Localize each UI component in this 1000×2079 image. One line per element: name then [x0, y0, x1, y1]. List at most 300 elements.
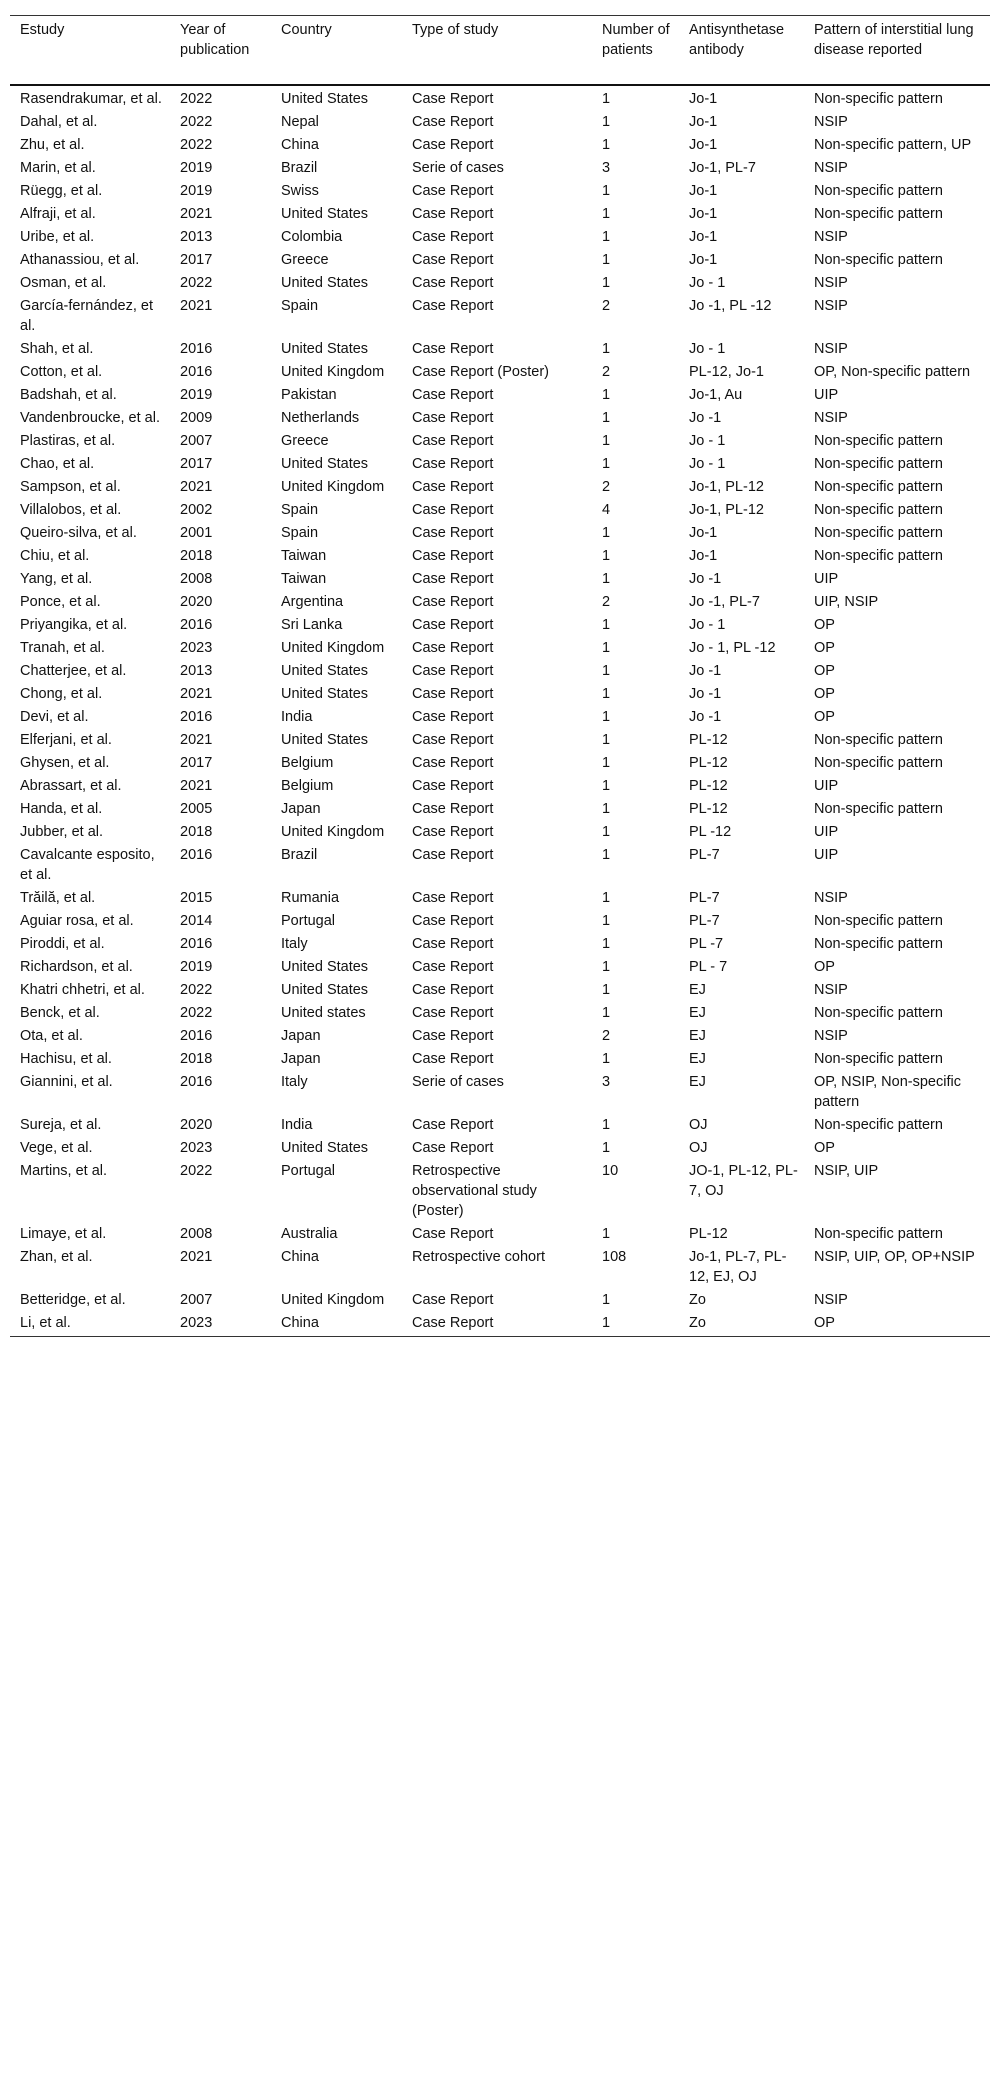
cell-antibody: PL-12: [689, 800, 728, 817]
cell-pattern: Non-specific pattern: [814, 1004, 943, 1021]
cell-pattern: OP: [814, 958, 835, 975]
cell-pattern: Non-specific pattern: [814, 731, 943, 748]
table-row: [10, 181, 990, 204]
header-cell-patients: Number of patients: [602, 22, 670, 58]
cell-type: Case Report: [412, 1004, 494, 1021]
cell-study: Handa, et al.: [20, 800, 103, 817]
cell-country: Rumania: [281, 889, 340, 906]
cell-type: Case Report: [412, 662, 494, 679]
cell-patients: 1: [602, 800, 611, 817]
cell-country: United States: [281, 340, 369, 357]
table-row: [10, 638, 990, 661]
cell-type: Case Report: [412, 754, 494, 771]
table-header: [10, 16, 990, 85]
cell-antibody: Jo-1, PL-12: [689, 501, 764, 518]
cell-year: 2021: [180, 777, 213, 794]
cell-type: Case Report: [412, 639, 494, 656]
cell-study: Rüegg, et al.: [20, 182, 103, 199]
cell-patients: 1: [602, 981, 611, 998]
cell-study: Plastiras, et al.: [20, 432, 116, 449]
cell-pattern: OP: [814, 616, 835, 633]
cell-pattern: NSIP: [814, 1027, 848, 1044]
cell-patients: 1: [602, 182, 611, 199]
cell-patients: 4: [602, 501, 611, 518]
table-row: [10, 523, 990, 546]
cell-study: Yang, et al.: [20, 570, 93, 587]
cell-patients: 1: [602, 846, 611, 863]
cell-type: Case Report: [412, 1027, 494, 1044]
cell-study: García-fernández, et al.: [20, 297, 153, 334]
cell-type: Case Report: [412, 889, 494, 906]
table-row: [10, 500, 990, 523]
cell-pattern: NSIP: [814, 409, 848, 426]
cell-study: Limaye, et al.: [20, 1225, 107, 1242]
cell-country: Sri Lanka: [281, 616, 343, 633]
cell-patients: 1: [602, 889, 611, 906]
header-cell-type: Type of study: [412, 22, 499, 38]
cell-study: Osman, et al.: [20, 274, 107, 291]
cell-type: Case Report: [412, 1139, 494, 1156]
cell-patients: 1: [602, 570, 611, 587]
header-cell-year: Year of publication: [180, 22, 250, 58]
cell-pattern: Non-specific pattern: [814, 251, 943, 268]
cell-type: Case Report: [412, 478, 494, 495]
cell-country: Italy: [281, 1073, 308, 1090]
cell-antibody: Jo-1: [689, 251, 718, 268]
cell-type: Retrospective observational study (Poster): [412, 1162, 537, 1219]
cell-country: Brazil: [281, 846, 318, 863]
cell-type: Case Report: [412, 113, 494, 130]
cell-antibody: Jo-1: [689, 228, 718, 245]
cell-antibody: PL-12: [689, 731, 728, 748]
table-row: [10, 204, 990, 227]
cell-patients: 2: [602, 478, 611, 495]
cell-antibody: Jo-1: [689, 182, 718, 199]
cell-type: Case Report: [412, 90, 494, 107]
cell-type: Case Report: [412, 1291, 494, 1308]
cell-antibody: Jo-1, PL-7, PL-12, EJ, OJ: [689, 1248, 787, 1285]
cell-patients: 1: [602, 386, 611, 403]
cell-pattern: NSIP: [814, 113, 848, 130]
cell-country: Spain: [281, 297, 319, 314]
cell-pattern: NSIP: [814, 297, 848, 314]
cell-study: Jubber, et al.: [20, 823, 104, 840]
cell-year: 2022: [180, 90, 213, 107]
table-row: [10, 753, 990, 776]
cell-pattern: Non-specific pattern, UP: [814, 136, 972, 153]
cell-study: Tranah, et al.: [20, 639, 105, 656]
cell-study: Dahal, et al.: [20, 113, 98, 130]
cell-year: 2016: [180, 935, 213, 952]
cell-study: Chao, et al.: [20, 455, 95, 472]
cell-year: 2013: [180, 662, 213, 679]
cell-antibody: Jo -1, PL -12: [689, 297, 772, 314]
cell-country: India: [281, 708, 313, 725]
cell-study: Vandenbroucke, et al.: [20, 409, 160, 426]
cell-antibody: Jo - 1: [689, 616, 726, 633]
cell-antibody: EJ: [689, 1050, 706, 1067]
cell-year: 2018: [180, 1050, 213, 1067]
table-row: [10, 385, 990, 408]
cell-antibody: Jo -1: [689, 708, 722, 725]
cell-year: 2021: [180, 1248, 213, 1265]
table-row: [10, 661, 990, 684]
table-row: [10, 569, 990, 592]
cell-study: Benck, et al.: [20, 1004, 100, 1021]
cell-antibody: Zo: [689, 1291, 706, 1308]
cell-year: 2021: [180, 478, 213, 495]
cell-pattern: Non-specific pattern: [814, 547, 943, 564]
cell-pattern: OP, Non-specific pattern: [814, 363, 971, 380]
cell-patients: 10: [602, 1162, 619, 1179]
cell-type: Retrospective cohort: [412, 1248, 545, 1265]
table-row: [10, 730, 990, 753]
cell-antibody: EJ: [689, 1004, 706, 1021]
cell-year: 2020: [180, 593, 213, 610]
cell-pattern: Non-specific pattern: [814, 754, 943, 771]
cell-antibody: OJ: [689, 1116, 708, 1133]
cell-antibody: Jo-1: [689, 113, 718, 130]
cell-pattern: NSIP, UIP, OP, OP+NSIP: [814, 1248, 975, 1265]
cell-study: Li, et al.: [20, 1314, 71, 1331]
cell-country: United Kingdom: [281, 823, 385, 840]
table-row: [10, 776, 990, 799]
cell-patients: 1: [602, 639, 611, 656]
cell-study: Ponce, et al.: [20, 593, 101, 610]
cell-year: 2005: [180, 800, 213, 817]
cell-antibody: Jo-1: [689, 136, 718, 153]
cell-country: Swiss: [281, 182, 319, 199]
cell-pattern: Non-specific pattern: [814, 524, 943, 541]
table-row: [10, 1026, 990, 1049]
cell-patients: 1: [602, 1225, 611, 1242]
cell-year: 2016: [180, 846, 213, 863]
cell-pattern: NSIP, UIP: [814, 1162, 879, 1179]
cell-year: 2016: [180, 708, 213, 725]
cell-patients: 1: [602, 1116, 611, 1133]
cell-country: Netherlands: [281, 409, 360, 426]
cell-type: Case Report: [412, 340, 494, 357]
cell-antibody: Jo -1: [689, 570, 722, 587]
header-cell-country: Country: [281, 22, 332, 38]
cell-antibody: Zo: [689, 1314, 706, 1331]
cell-patients: 1: [602, 616, 611, 633]
table-row: [10, 1290, 990, 1313]
cell-patients: 2: [602, 363, 611, 380]
cell-pattern: NSIP: [814, 1291, 848, 1308]
table-body: [10, 85, 990, 1337]
cell-pattern: Non-specific pattern: [814, 501, 943, 518]
cell-country: United States: [281, 958, 369, 975]
header-row: [10, 16, 990, 85]
cell-type: Case Report: [412, 777, 494, 794]
table-row: [10, 822, 990, 845]
cell-antibody: Jo-1: [689, 205, 718, 222]
cell-year: 2009: [180, 409, 213, 426]
cell-pattern: Non-specific pattern: [814, 800, 943, 817]
cell-year: 2019: [180, 182, 213, 199]
table-row: [10, 158, 990, 181]
cell-study: Sampson, et al.: [20, 478, 121, 495]
table-row: [10, 592, 990, 615]
cell-antibody: Jo -1: [689, 662, 722, 679]
table-row: [10, 85, 990, 112]
cell-antibody: Jo-1: [689, 524, 718, 541]
cell-type: Case Report: [412, 547, 494, 564]
cell-year: 2016: [180, 340, 213, 357]
table-row: [10, 934, 990, 957]
cell-antibody: Jo-1: [689, 547, 718, 564]
cell-study: Zhan, et al.: [20, 1248, 93, 1265]
cell-patients: 1: [602, 777, 611, 794]
cell-pattern: OP: [814, 639, 835, 656]
table-row: [10, 888, 990, 911]
cell-patients: 1: [602, 912, 611, 929]
cell-antibody: EJ: [689, 1073, 706, 1090]
cell-patients: 1: [602, 1004, 611, 1021]
table-container: [10, 15, 990, 1337]
table-row: [10, 707, 990, 730]
table-row: [10, 1138, 990, 1161]
cell-year: 2018: [180, 823, 213, 840]
cell-type: Case Report: [412, 1050, 494, 1067]
cell-antibody: Jo - 1: [689, 274, 726, 291]
cell-country: United Kingdom: [281, 363, 385, 380]
cell-country: Belgium: [281, 754, 334, 771]
cell-pattern: OP: [814, 685, 835, 702]
cell-antibody: Jo -1: [689, 409, 722, 426]
table-row: [10, 339, 990, 362]
cell-year: 2002: [180, 501, 213, 518]
cell-study: Giannini, et al.: [20, 1073, 113, 1090]
table-row: [10, 296, 990, 339]
cell-antibody: Jo-1, PL-7: [689, 159, 756, 176]
cell-type: Serie of cases: [412, 159, 504, 176]
cell-study: Zhu, et al.: [20, 136, 85, 153]
cell-antibody: PL-7: [689, 912, 720, 929]
cell-study: Athanassiou, et al.: [20, 251, 140, 268]
cell-patients: 1: [602, 1314, 611, 1331]
cell-year: 2021: [180, 297, 213, 314]
cell-type: Case Report: [412, 455, 494, 472]
cell-study: Abrassart, et al.: [20, 777, 122, 794]
cell-pattern: OP: [814, 708, 835, 725]
table-row: [10, 799, 990, 822]
cell-year: 2019: [180, 159, 213, 176]
cell-country: Greece: [281, 432, 329, 449]
cell-year: 2016: [180, 363, 213, 380]
cell-patients: 1: [602, 136, 611, 153]
cell-year: 2022: [180, 274, 213, 291]
cell-country: China: [281, 1314, 319, 1331]
cell-study: Chiu, et al.: [20, 547, 90, 564]
cell-pattern: NSIP: [814, 274, 848, 291]
cell-year: 2022: [180, 1162, 213, 1179]
cell-country: China: [281, 1248, 319, 1265]
cell-pattern: Non-specific pattern: [814, 478, 943, 495]
cell-country: Colombia: [281, 228, 343, 245]
cell-type: Case Report: [412, 251, 494, 268]
cell-pattern: NSIP: [814, 228, 848, 245]
cell-type: Case Report: [412, 685, 494, 702]
cell-study: Ghysen, et al.: [20, 754, 110, 771]
cell-patients: 1: [602, 205, 611, 222]
cell-study: Marin, et al.: [20, 159, 96, 176]
cell-patients: 1: [602, 708, 611, 725]
cell-patients: 1: [602, 1050, 611, 1067]
cell-type: Serie of cases: [412, 1073, 504, 1090]
cell-type: Case Report: [412, 205, 494, 222]
cell-type: Case Report: [412, 432, 494, 449]
cell-pattern: UIP, NSIP: [814, 593, 879, 610]
table-row: [10, 1247, 990, 1290]
cell-pattern: Non-specific pattern: [814, 432, 943, 449]
cell-patients: 1: [602, 113, 611, 130]
table-row: [10, 1049, 990, 1072]
cell-patients: 1: [602, 228, 611, 245]
cell-antibody: Jo-1, PL-12: [689, 478, 764, 495]
cell-type: Case Report: [412, 409, 494, 426]
cell-antibody: Jo - 1, PL -12: [689, 639, 776, 656]
cell-patients: 1: [602, 1139, 611, 1156]
cell-year: 2021: [180, 205, 213, 222]
cell-year: 2007: [180, 432, 213, 449]
table-row: [10, 615, 990, 638]
cell-patients: 1: [602, 409, 611, 426]
cell-study: Vege, et al.: [20, 1139, 93, 1156]
cell-patients: 1: [602, 340, 611, 357]
cell-antibody: Jo -1, PL-7: [689, 593, 760, 610]
cell-year: 2001: [180, 524, 213, 541]
cell-patients: 1: [602, 935, 611, 952]
table-row: [10, 250, 990, 273]
table-row: [10, 1072, 990, 1115]
table-row: [10, 431, 990, 454]
cell-antibody: Jo -1: [689, 685, 722, 702]
cell-type: Case Report: [412, 136, 494, 153]
cell-pattern: NSIP: [814, 340, 848, 357]
cell-study: Chong, et al.: [20, 685, 103, 702]
cell-country: Nepal: [281, 113, 319, 130]
cell-pattern: UIP: [814, 846, 839, 863]
cell-country: United Kingdom: [281, 478, 385, 495]
cell-country: United Kingdom: [281, 639, 385, 656]
cell-type: Case Report: [412, 731, 494, 748]
cell-antibody: EJ: [689, 1027, 706, 1044]
cell-year: 2008: [180, 570, 213, 587]
cell-study: Queiro-silva, et al.: [20, 524, 137, 541]
cell-country: United States: [281, 90, 369, 107]
cell-pattern: Non-specific pattern: [814, 182, 943, 199]
cell-antibody: Jo - 1: [689, 340, 726, 357]
cell-country: Belgium: [281, 777, 334, 794]
cell-country: Australia: [281, 1225, 338, 1242]
cell-study: Cavalcante esposito, et al.: [20, 846, 155, 883]
cell-country: Pakistan: [281, 386, 337, 403]
cell-type: Case Report: [412, 524, 494, 541]
cell-antibody: PL -7: [689, 935, 724, 952]
cell-country: United States: [281, 685, 369, 702]
cell-patients: 1: [602, 274, 611, 291]
cell-country: United States: [281, 731, 369, 748]
cell-study: Badshah, et al.: [20, 386, 117, 403]
cell-type: Case Report (Poster): [412, 363, 549, 380]
cell-antibody: Jo-1, Au: [689, 386, 743, 403]
cell-type: Case Report: [412, 274, 494, 291]
cell-study: Chatterjee, et al.: [20, 662, 127, 679]
cell-type: Case Report: [412, 570, 494, 587]
cell-country: United States: [281, 455, 369, 472]
cell-type: Case Report: [412, 386, 494, 403]
header-cell-antibody: Antisynthetase antibody: [689, 22, 785, 58]
cell-country: United states: [281, 1004, 366, 1021]
cell-pattern: Non-specific pattern: [814, 912, 943, 929]
cell-country: United States: [281, 981, 369, 998]
cell-year: 2022: [180, 981, 213, 998]
cell-study: Ota, et al.: [20, 1027, 83, 1044]
cell-patients: 1: [602, 455, 611, 472]
cell-year: 2016: [180, 616, 213, 633]
cell-country: India: [281, 1116, 313, 1133]
cell-pattern: OP: [814, 1139, 835, 1156]
cell-study: Uribe, et al.: [20, 228, 95, 245]
table-row: [10, 845, 990, 888]
cell-study: Piroddi, et al.: [20, 935, 105, 952]
cell-country: Spain: [281, 524, 319, 541]
cell-year: 2017: [180, 251, 213, 268]
cell-year: 2008: [180, 1225, 213, 1242]
cell-year: 2017: [180, 754, 213, 771]
cell-type: Case Report: [412, 958, 494, 975]
cell-type: Case Report: [412, 616, 494, 633]
cell-year: 2023: [180, 1139, 213, 1156]
cell-year: 2016: [180, 1073, 213, 1090]
cell-country: Japan: [281, 800, 321, 817]
cell-country: Taiwan: [281, 547, 327, 564]
cell-type: Case Report: [412, 823, 494, 840]
cell-year: 2022: [180, 136, 213, 153]
cell-antibody: PL-12: [689, 777, 728, 794]
cell-pattern: UIP: [814, 386, 839, 403]
cell-country: United States: [281, 662, 369, 679]
cell-type: Case Report: [412, 1116, 494, 1133]
cell-patients: 2: [602, 297, 611, 314]
table-row: [10, 477, 990, 500]
cell-antibody: PL-12: [689, 1225, 728, 1242]
cell-country: Taiwan: [281, 570, 327, 587]
cell-patients: 1: [602, 524, 611, 541]
cell-patients: 3: [602, 1073, 611, 1090]
cell-pattern: Non-specific pattern: [814, 1116, 943, 1133]
cell-patients: 3: [602, 159, 611, 176]
cell-antibody: PL-12: [689, 754, 728, 771]
cell-year: 2020: [180, 1116, 213, 1133]
cell-country: Portugal: [281, 912, 336, 929]
cell-pattern: OP: [814, 662, 835, 679]
cell-pattern: NSIP: [814, 889, 848, 906]
cell-pattern: NSIP: [814, 981, 848, 998]
cell-type: Case Report: [412, 935, 494, 952]
cell-type: Case Report: [412, 501, 494, 518]
cell-type: Case Report: [412, 846, 494, 863]
cell-type: Case Report: [412, 297, 494, 314]
cell-study: Sureja, et al.: [20, 1116, 102, 1133]
cell-pattern: Non-specific pattern: [814, 935, 943, 952]
studies-table: [10, 15, 990, 1337]
cell-type: Case Report: [412, 1314, 494, 1331]
cell-year: 2019: [180, 386, 213, 403]
cell-type: Case Report: [412, 912, 494, 929]
